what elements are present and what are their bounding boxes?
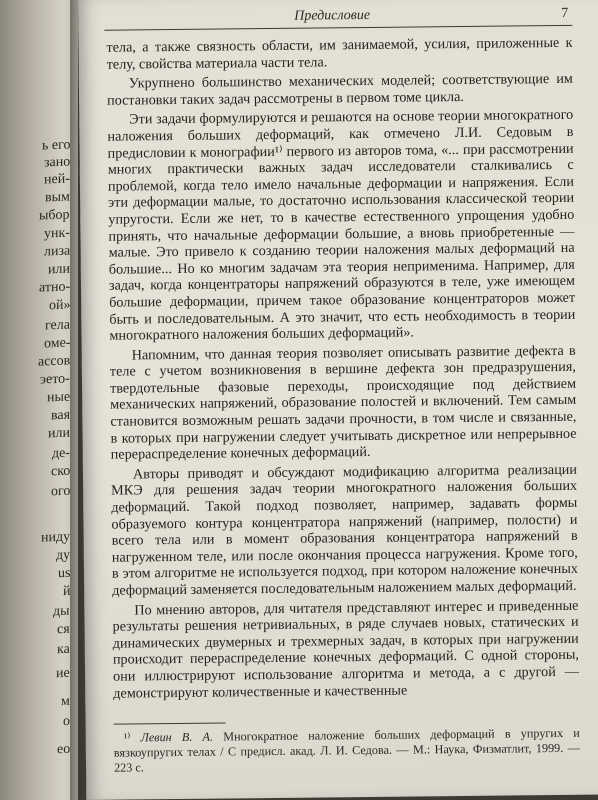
facing-page-fragment: ассов <box>37 353 70 370</box>
footnote-text: Многократное наложение больших деформаций в упругих и вязкоупругих телах / С предисл. акад. Л. И. Седова. — М.: Наука, Физматлит, 1999. — 223 с. <box>113 725 580 775</box>
facing-page-fragment: ой» <box>48 297 70 314</box>
facing-page-fragment: ся <box>57 621 70 638</box>
facing-page-fragment: ду <box>55 547 70 564</box>
running-title: Предисловие <box>294 7 371 24</box>
facing-page-fragment: м <box>61 693 70 710</box>
facing-page-fragment: ниду <box>40 529 70 546</box>
facing-page-fragment: зано <box>43 154 70 171</box>
facing-page-fragment: ды <box>53 603 70 620</box>
facing-page-fragment: эето- <box>40 371 70 388</box>
facing-page-fragment: us <box>57 565 70 582</box>
footnote <box>114 726 580 776</box>
paragraph: Укрупнено большинство механических моделей; соответствующие им постановки таких задач рассмотрены в первом томе цикла. <box>106 71 573 109</box>
facing-page-fragment: ско <box>50 463 70 480</box>
facing-page-fragment: атно- <box>38 279 70 296</box>
facing-page-fragment: ого <box>50 483 70 500</box>
facing-page-fragment: ео <box>56 741 70 758</box>
facing-page-fragment: унк- <box>44 225 70 242</box>
footnote-author: Левин В. А. <box>140 729 214 745</box>
facing-page-fragment: вым <box>45 189 70 206</box>
facing-page-fragment: ка <box>57 641 70 658</box>
facing-page-fragment: оме- <box>43 335 70 352</box>
paragraph: Эти задачи формулируются и решаются на основе теории многократного наложения больших деформаций, как отмечено Л.И. Седовым в предисловии к монографии¹⁾ первого из авторов тома, «... при рассмотрении многих практически важных задач исследователи сталкивались с проблемой, когда тело имело начальные деформации и напряжения. Если эти деформации малые, то достаточно использования классической теории упругости. Если же нет, то в качестве естественного упрощения удобно принять, что начальные деформации большие, а вновь приобретенные — малые. Это привело к созданию теории наложения малых деформаций на большие... Но ко многим задачам эта теория неприменима. Например, для задач, когда концентраторы напряжений образуются в теле, уже имеющем большие деформации, причем такое образование концентраторов может быть и последовательным. А это значит, что есть необходимость в теории многократного наложения больших деформаций». <box>107 107 576 344</box>
paragraph: По мнению авторов, для читателя представляют интерес и приведенные результаты решения нетривиальных, в ряде случаев новых, статических и динамических двумерных и трехмерных задач, в которых при нагружении происходит перераспределение конечных деформаций. С одной стороны, они иллюстрируют использование алгоритма и метода, а с другой — демонстрируют количественные и качественные <box>112 597 580 702</box>
facing-page-fragment: ные <box>46 389 70 406</box>
paragraph: Авторы приводят и обсуждают модификацию алгоритма реализации МКЭ для решения задач теории многократного наложения больших деформаций. Такой подход позволяет, например, задавать формы образуемого контура концентратора напряжений (например, полости) и всего тела или в момент образования концентратора напряжений в нагруженном теле, или после окончания процесса нагружения. Кроме того, в этом алгоритме не используется подход, при котором наложение конечных деформаций заменяется последовательным наложением малых деформаций. <box>111 461 579 599</box>
facing-page-edge <box>0 0 78 800</box>
facing-page-fragment: ь его <box>41 137 70 154</box>
footnote-marker: ¹⁾ <box>123 730 131 745</box>
facing-page-fragment: ие <box>56 665 70 682</box>
facing-page-fragment: лиза <box>43 243 70 260</box>
facing-page-fragment: де- <box>52 445 70 462</box>
facing-page-fragment: о <box>63 713 70 730</box>
paragraph: тела, а также связность области, им занимаемой, усилия, приложенные к телу, свойства материала части тела. <box>106 34 573 73</box>
facing-page-fragment: вая <box>50 407 70 424</box>
facing-page-fragment: й <box>62 583 70 600</box>
facing-page-fragment: ней- <box>44 171 70 188</box>
book-page <box>78 0 598 800</box>
facing-page-fragment: ыбор <box>39 207 70 224</box>
running-header <box>104 3 572 31</box>
footnote-rule <box>114 722 226 724</box>
facing-page-fragment: гела <box>45 317 70 334</box>
facing-page-fragment: или <box>48 261 70 278</box>
page-body <box>106 35 579 705</box>
paragraph: Напомним, что данная теория позволяет описывать развитие дефекта в теле с учетом возникновения в вершине дефекта зон предразрушения, твердотельные фазовые переходы, происходящие под действием механических напряжений, образование полостей и включений. Тем самым становится возможным решать задачи прочности, в том числе и связанные, в которых при нагружении следует учитывать дискретное или непрерывное перераспределение конечных деформаций. <box>109 342 577 463</box>
page-number: 7 <box>561 5 569 21</box>
facing-page-fragment: или <box>48 425 70 442</box>
